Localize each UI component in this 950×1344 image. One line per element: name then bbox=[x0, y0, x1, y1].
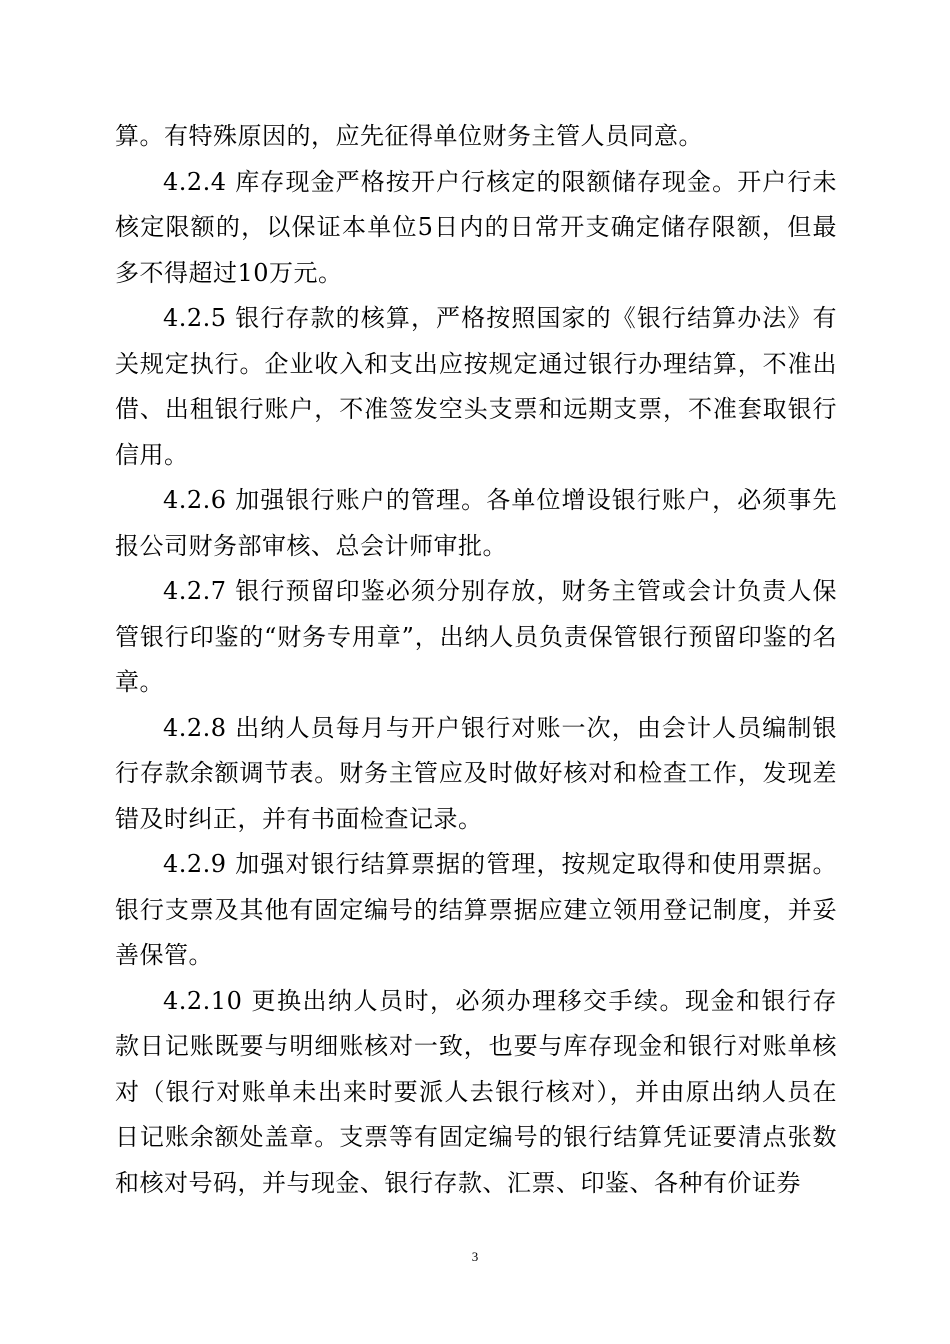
paragraph-4-2-5: 4.2.5 银行存款的核算，严格按照国家的《银行结算办法》有关规定执行。企业收入和支出应按规定通过银行办理结算，不准出借、出租银行账户，不准签发空头支票和远期支票，不准套取银行信用。 bbox=[115, 304, 837, 469]
paragraph-4-2-9: 4.2.9 加强对银行结算票据的管理，按规定取得和使用票据。银行支票及其他有固定编号的结算票据应建立领用登记制度，并妥善保管。 bbox=[115, 850, 837, 969]
page-number: 3 bbox=[471, 1249, 479, 1264]
paragraph-4-2-10: 4.2.10 更换出纳人员时，必须办理移交手续。现金和银行存款日记账既要与明细账核对一致，也要与库存现金和银行对账单核对（银行对账单未出来时要派人去银行核对），并由原出纳人员在日记账余额处盖章。支票等有固定编号的银行结算凭证要清点张数和核对号码，并与现金、银行存款、汇票、印鉴、各种有价证券 bbox=[115, 986, 837, 1197]
paragraph-4-2-4: 4.2.4 库存现金严格按开户行核定的限额储存现金。开户行未核定限额的，以保证本单位5日内的日常开支确定储存限额，但最多不得超过10万元。 bbox=[115, 167, 837, 287]
paragraph-continuation: 算。有特殊原因的，应先征得单位财务主管人员同意。 bbox=[115, 122, 703, 150]
paragraph-4-2-8: 4.2.8 出纳人员每月与开户银行对账一次，由会计人员编制银行存款余额调节表。财务主管应及时做好核对和检查工作，发现差错及时纠正，并有书面检查记录。 bbox=[115, 713, 837, 833]
paragraph-4-2-7: 4.2.7 银行预留印鉴必须分别存放，财务主管或会计负责人保管银行印鉴的“财务专用章”，出纳人员负责保管银行预留印鉴的名章。 bbox=[115, 577, 837, 696]
paragraph-4-2-6: 4.2.6 加强银行账户的管理。各单位增设银行账户，必须事先报公司财务部审核、总会计师审批。 bbox=[115, 486, 837, 560]
document-body bbox=[115, 114, 837, 1206]
